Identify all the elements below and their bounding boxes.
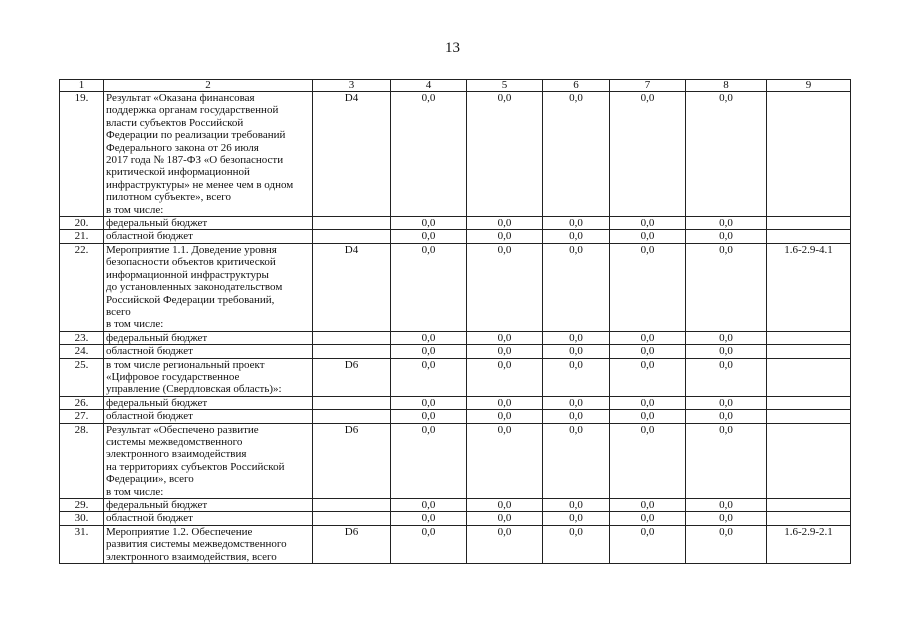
row-number-cell: 26. [60, 396, 104, 409]
code-cell: D6 [313, 423, 391, 498]
value-cell-col5: 0,0 [467, 396, 543, 409]
description-cell: областной бюджет [104, 230, 313, 243]
value-cell-col8: 0,0 [686, 525, 767, 563]
value-cell-col5: 0,0 [467, 345, 543, 358]
value-cell-col7: 0,0 [610, 525, 686, 563]
value-cell-col5: 0,0 [467, 230, 543, 243]
value-cell-col7: 0,0 [610, 243, 686, 331]
value-cell-col6: 0,0 [543, 499, 610, 512]
description-cell: Мероприятие 1.2. Обеспечение развития системы межведомственного электронного взаимодействия, всего [104, 525, 313, 563]
value-cell-col8: 0,0 [686, 243, 767, 331]
code-cell [313, 331, 391, 344]
value-cell-col6: 0,0 [543, 423, 610, 498]
reference-cell [767, 410, 851, 423]
reference-cell [767, 423, 851, 498]
row-number-cell: 24. [60, 345, 104, 358]
value-cell-col4: 0,0 [391, 358, 467, 396]
value-cell-col5: 0,0 [467, 410, 543, 423]
row-number-cell: 28. [60, 423, 104, 498]
reference-cell [767, 396, 851, 409]
reference-cell [767, 217, 851, 230]
value-cell-col5: 0,0 [467, 217, 543, 230]
value-cell-col8: 0,0 [686, 396, 767, 409]
description-cell: областной бюджет [104, 512, 313, 525]
table-row [60, 230, 851, 243]
table-row [60, 396, 851, 409]
code-cell [313, 345, 391, 358]
value-cell-col4: 0,0 [391, 423, 467, 498]
value-cell-col7: 0,0 [610, 217, 686, 230]
row-number-cell: 23. [60, 331, 104, 344]
value-cell-col8: 0,0 [686, 92, 767, 217]
value-cell-col8: 0,0 [686, 423, 767, 498]
code-cell: D4 [313, 92, 391, 217]
value-cell-col5: 0,0 [467, 92, 543, 217]
description-cell: федеральный бюджет [104, 217, 313, 230]
value-cell-col8: 0,0 [686, 499, 767, 512]
reference-cell [767, 358, 851, 396]
value-cell-col6: 0,0 [543, 243, 610, 331]
header-cell: 5 [467, 80, 543, 92]
description-cell: областной бюджет [104, 410, 313, 423]
code-cell [313, 396, 391, 409]
table-row [60, 410, 851, 423]
header-cell: 7 [610, 80, 686, 92]
value-cell-col7: 0,0 [610, 92, 686, 217]
value-cell-col5: 0,0 [467, 499, 543, 512]
value-cell-col6: 0,0 [543, 512, 610, 525]
header-cell: 8 [686, 80, 767, 92]
reference-cell [767, 499, 851, 512]
value-cell-col8: 0,0 [686, 410, 767, 423]
row-number-cell: 25. [60, 358, 104, 396]
value-cell-col7: 0,0 [610, 423, 686, 498]
code-cell: D6 [313, 358, 391, 396]
value-cell-col6: 0,0 [543, 230, 610, 243]
value-cell-col7: 0,0 [610, 410, 686, 423]
reference-cell [767, 230, 851, 243]
description-cell: Результат «Обеспечено развитие системы межведомственного электронного взаимодействия на территориях субъектов Российской Федерации», всего в том числе: [104, 423, 313, 498]
table-row [60, 423, 851, 498]
code-cell [313, 512, 391, 525]
value-cell-col4: 0,0 [391, 396, 467, 409]
value-cell-col4: 0,0 [391, 217, 467, 230]
value-cell-col4: 0,0 [391, 499, 467, 512]
value-cell-col6: 0,0 [543, 358, 610, 396]
value-cell-col5: 0,0 [467, 512, 543, 525]
value-cell-col7: 0,0 [610, 345, 686, 358]
code-cell: D6 [313, 525, 391, 563]
code-cell [313, 230, 391, 243]
value-cell-col5: 0,0 [467, 243, 543, 331]
code-cell: D4 [313, 243, 391, 331]
header-cell: 4 [391, 80, 467, 92]
reference-cell [767, 512, 851, 525]
value-cell-col7: 0,0 [610, 396, 686, 409]
code-cell [313, 499, 391, 512]
header-cell: 3 [313, 80, 391, 92]
value-cell-col5: 0,0 [467, 331, 543, 344]
value-cell-col5: 0,0 [467, 423, 543, 498]
code-cell [313, 217, 391, 230]
description-cell: федеральный бюджет [104, 396, 313, 409]
value-cell-col6: 0,0 [543, 217, 610, 230]
value-cell-col4: 0,0 [391, 345, 467, 358]
value-cell-col5: 0,0 [467, 358, 543, 396]
reference-cell: 1.6-2.9-4.1 [767, 243, 851, 331]
reference-cell [767, 331, 851, 344]
budget-table [59, 79, 851, 564]
reference-cell [767, 92, 851, 217]
description-cell: Мероприятие 1.1. Доведение уровня безопасности объектов критической информационной инфраструктуры до установленных законодательством Российской Федерации требований, всего в том числе: [104, 243, 313, 331]
row-number-cell: 27. [60, 410, 104, 423]
value-cell-col4: 0,0 [391, 512, 467, 525]
description-cell: областной бюджет [104, 345, 313, 358]
reference-cell [767, 345, 851, 358]
value-cell-col8: 0,0 [686, 345, 767, 358]
value-cell-col4: 0,0 [391, 243, 467, 331]
description-cell: федеральный бюджет [104, 331, 313, 344]
table-row [60, 525, 851, 563]
code-cell [313, 410, 391, 423]
value-cell-col6: 0,0 [543, 345, 610, 358]
value-cell-col7: 0,0 [610, 499, 686, 512]
page-number: 13 [445, 40, 460, 56]
table-row [60, 358, 851, 396]
row-number-cell: 31. [60, 525, 104, 563]
table-row [60, 499, 851, 512]
table-body [60, 92, 851, 564]
value-cell-col7: 0,0 [610, 331, 686, 344]
header-cell: 9 [767, 80, 851, 92]
value-cell-col8: 0,0 [686, 512, 767, 525]
row-number-cell: 20. [60, 217, 104, 230]
table-row [60, 331, 851, 344]
value-cell-col5: 0,0 [467, 525, 543, 563]
header-cell: 2 [104, 80, 313, 92]
value-cell-col6: 0,0 [543, 410, 610, 423]
table-row [60, 217, 851, 230]
value-cell-col7: 0,0 [610, 230, 686, 243]
value-cell-col6: 0,0 [543, 525, 610, 563]
value-cell-col8: 0,0 [686, 230, 767, 243]
value-cell-col7: 0,0 [610, 512, 686, 525]
table-row [60, 345, 851, 358]
row-number-cell: 30. [60, 512, 104, 525]
value-cell-col6: 0,0 [543, 92, 610, 217]
row-number-cell: 21. [60, 230, 104, 243]
value-cell-col4: 0,0 [391, 525, 467, 563]
row-number-cell: 29. [60, 499, 104, 512]
value-cell-col8: 0,0 [686, 217, 767, 230]
table-header-row [60, 80, 851, 92]
value-cell-col4: 0,0 [391, 410, 467, 423]
reference-cell: 1.6-2.9-2.1 [767, 525, 851, 563]
description-cell: федеральный бюджет [104, 499, 313, 512]
value-cell-col4: 0,0 [391, 230, 467, 243]
table-row [60, 92, 851, 217]
description-cell: Результат «Оказана финансовая поддержка органам государственной власти субъектов Российской Федерации по реализации требований Федерального закона от 26 июля 2017 года № 187-ФЗ «О безопасности критической информационной инфраструктуры» не менее чем в одном пилотном субъекте», всего в том числе: [104, 92, 313, 217]
table-row [60, 243, 851, 331]
value-cell-col4: 0,0 [391, 92, 467, 217]
header-cell: 1 [60, 80, 104, 92]
row-number-cell: 22. [60, 243, 104, 331]
header-cell: 6 [543, 80, 610, 92]
value-cell-col6: 0,0 [543, 331, 610, 344]
table-row [60, 512, 851, 525]
value-cell-col6: 0,0 [543, 396, 610, 409]
value-cell-col8: 0,0 [686, 358, 767, 396]
row-number-cell: 19. [60, 92, 104, 217]
value-cell-col7: 0,0 [610, 358, 686, 396]
value-cell-col8: 0,0 [686, 331, 767, 344]
value-cell-col4: 0,0 [391, 331, 467, 344]
description-cell: в том числе региональный проект «Цифровое государственное управление (Свердловская область)»: [104, 358, 313, 396]
